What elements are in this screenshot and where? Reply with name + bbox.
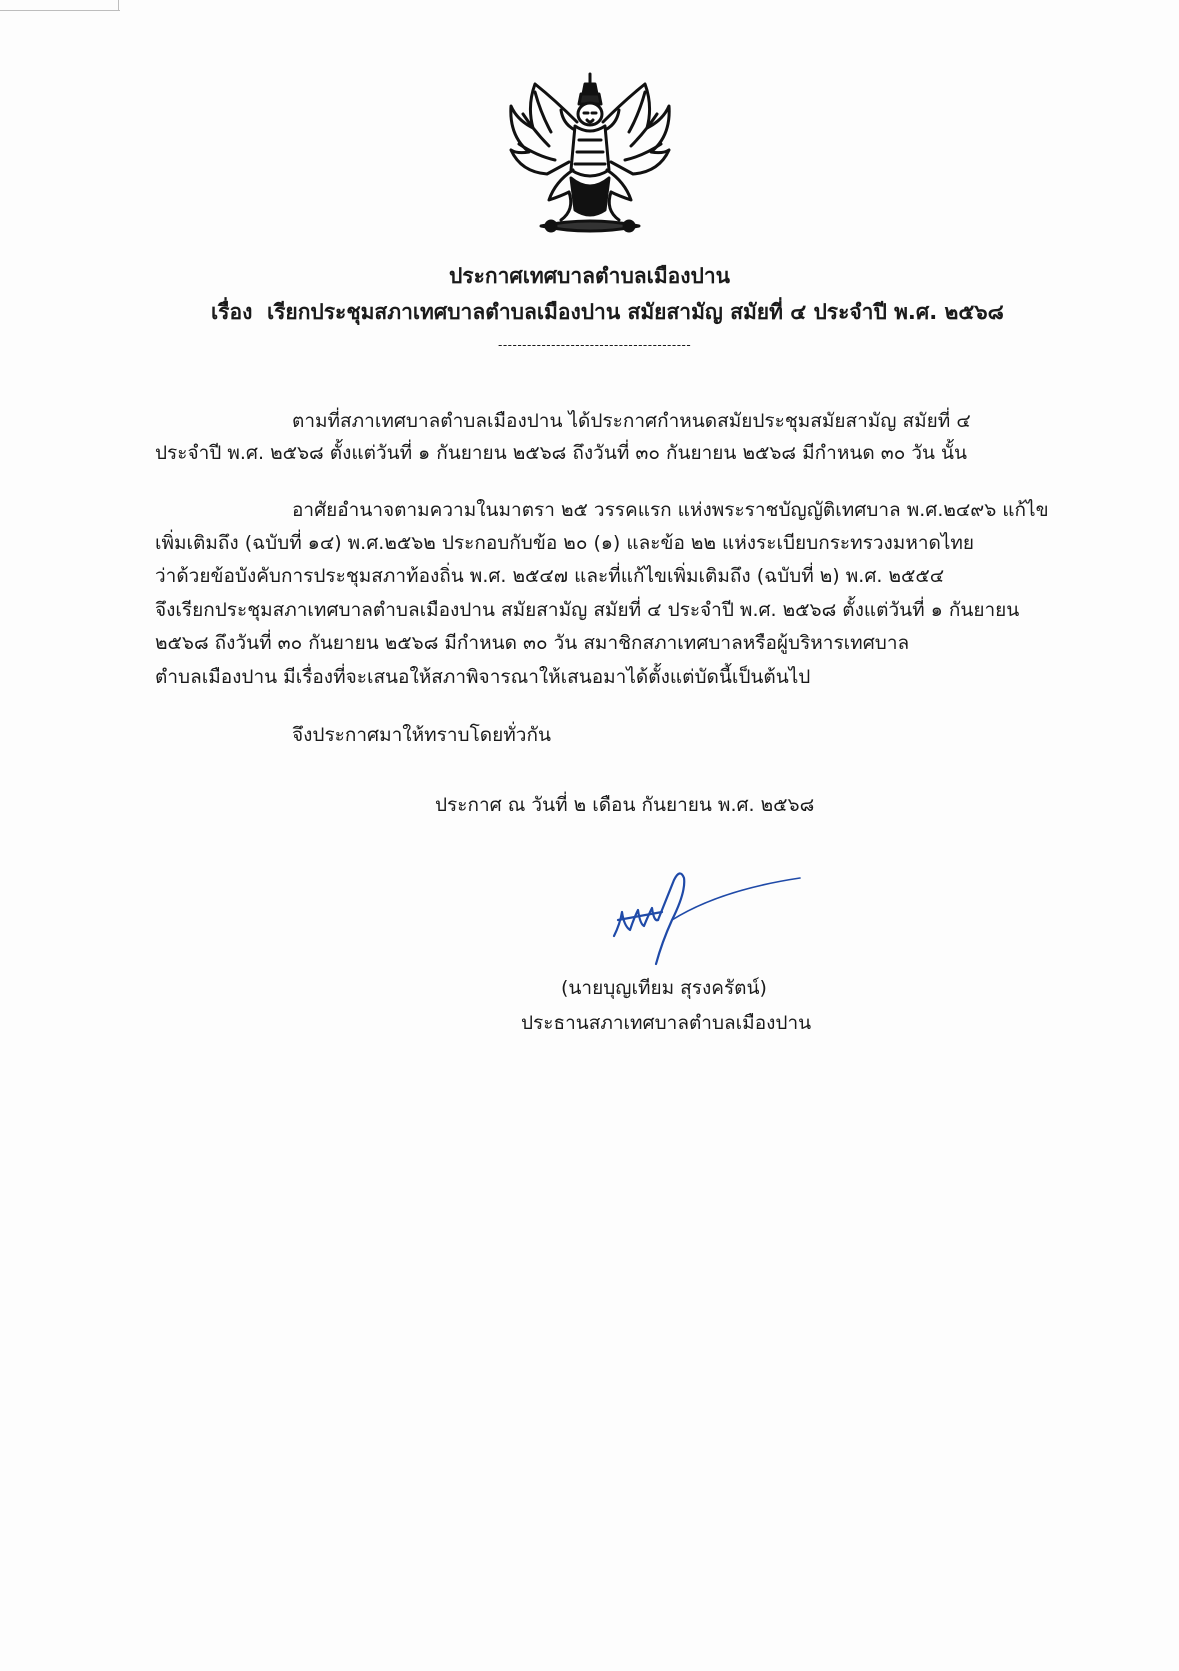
paragraph-2-line-4: จึงเรียกประชุมสภาเทศบาลตำบลเมืองปาน สมัยสามัญ สมัยที่ ๔ ประจำปี พ.ศ. ๒๕๖๘ ตั้งแต่วันที่ ๑ กันยายน <box>155 599 1020 621</box>
paragraph-2-line-2: เพิ่มเติมถึง (ฉบับที่ ๑๔) พ.ศ.๒๕๖๒ ประกอบกับข้อ ๒๐ (๑) และข้อ ๒๒ แห่งระเบียบกระทรวงมหาดไทย <box>155 532 975 554</box>
paragraph-2-line-6: ตำบลเมืองปาน มีเรื่องที่จะเสนอให้สภาพิจารณาให้เสนอมาได้ตั้งแต่บัดนี้เป็นต้นไป <box>155 666 811 688</box>
scan-border-mark <box>0 0 120 11</box>
paragraph-1-line-2: ประจำปี พ.ศ. ๒๕๖๘ ตั้งแต่วันที่ ๑ กันยายน ๒๕๖๘ ถึงวันที่ ๓๐ กันยายน ๒๕๖๘ มีกำหนด ๓๐ วัน นั้น <box>155 442 968 464</box>
paragraph-3: จึงประกาศมาให้ทราบโดยทั่วกัน <box>292 724 551 746</box>
announcement-subject <box>211 298 1004 326</box>
paragraph-2-line-5: ๒๕๖๘ ถึงวันที่ ๓๐ กันยายน ๒๕๖๘ มีกำหนด ๓๐ วัน สมาชิกสภาเทศบาลหรือผู้บริหารเทศบาล <box>155 632 910 654</box>
paragraph-2-line-1: อาศัยอำนาจตามความในมาตรา ๒๕ วรรคแรก แห่งพระราชบัญญัติเทศบาล พ.ศ.๒๔๙๖ แก้ไข <box>292 499 1049 521</box>
announcement-date: ประกาศ ณ วันที่ ๒ เดือน กันยายน พ.ศ. ๒๕๖๘ <box>435 794 815 816</box>
garuda-emblem-icon <box>505 70 675 240</box>
subject-text: เรียกประชุมสภาเทศบาลตำบลเมืองปาน สมัยสามัญ สมัยที่ ๔ ประจำปี พ.ศ. ๒๕๖๘ <box>266 300 1004 324</box>
announcement-title: ประกาศเทศบาลตำบลเมืองปาน <box>448 264 731 288</box>
paragraph-1-line-1: ตามที่สภาเทศบาลตำบลเมืองปาน ได้ประกาศกำหนดสมัยประชุมสมัยสามัญ สมัยที่ ๔ <box>292 410 971 432</box>
subject-label: เรื่อง <box>211 300 253 324</box>
handwritten-signature <box>600 860 810 970</box>
separator-text: ---------------------------------------- <box>498 339 692 351</box>
paragraph-2-line-3: ว่าด้วยข้อบังคับการประชุมสภาท้องถิ่น พ.ศ. ๒๕๔๗ และที่แก้ไขเพิ่มเติมถึง (ฉบับที่ ๒) พ.ศ. ๒๕๕๔ <box>155 565 945 587</box>
signer-name: (นายบุญเทียม สุรงครัตน์) <box>561 977 767 999</box>
signer-position: ประธานสภาเทศบาลตำบลเมืองปาน <box>521 1012 812 1034</box>
